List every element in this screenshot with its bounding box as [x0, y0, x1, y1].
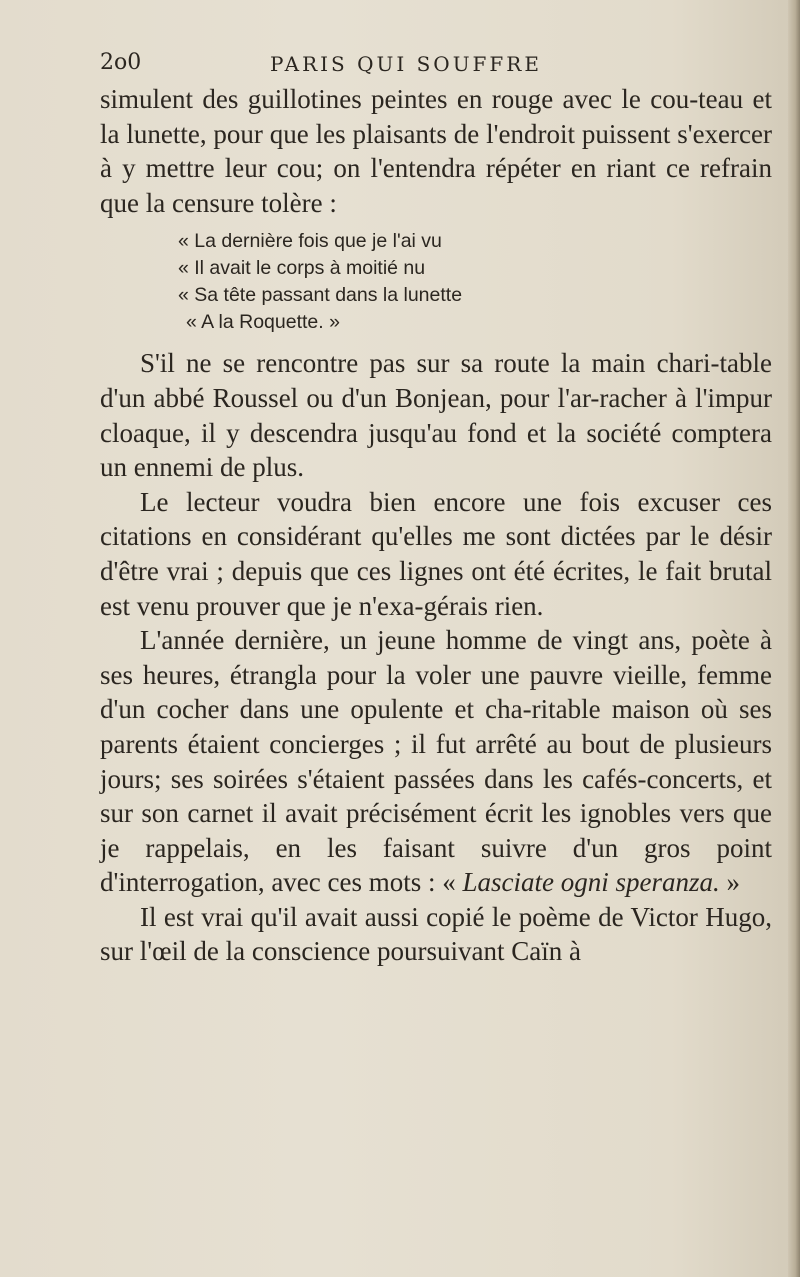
paragraph-3: Le lecteur voudra bien encore une fois excuser ces citations en considérant qu'elles me sont dictées par le désir d'être vrai ; depuis que ces lignes ont été écrites, le fait brutal est venu prouver que je n'exa-gérais rien. — [100, 486, 772, 621]
page-number: 2o0 — [100, 50, 142, 75]
paragraph-4-text: L'année dernière, un jeune homme de vingt ans, poète à ses heures, étrangla pour la voler une pauvre vieille, femme d'un cocher dans une opulente et cha-ritable maison où ses parents étaient concierges ; il fut arrêté au bout de plusieurs jours; ses soirées s'étaient passées dans les cafés-concerts, et sur son carnet il avait précisément écrit les ignobles vers que je rappelais, en les faisant suivre d'un gros point d'interrogation, avec ces mots : « — [100, 625, 772, 898]
running-title: PARIS QUI SOUFFRE — [270, 52, 542, 76]
paragraph-1: simulent des guillotines peintes en rouge avec le cou-teau et la lunette, pour que les plaisants de l'endroit puissent s'exercer à y mettre leur cou; on l'entendra répéter en riant ce refrain que la censure tolère : — [100, 84, 772, 218]
verse-line: « A la Roquette. » — [186, 311, 340, 334]
verse-line: « Il avait le corps à moitié nu — [178, 257, 426, 280]
paragraph-5: Il est vrai qu'il avait aussi copié le poème de Victor Hugo, sur l'œil de la conscience poursuivant Caïn à — [100, 901, 772, 967]
verse-block — [100, 228, 772, 336]
body-text — [100, 82, 772, 969]
paragraph-2: S'il ne se rencontre pas sur sa route la main chari-table d'un abbé Roussel ou d'un Bonjean, pour l'ar-racher à l'impur cloaque, il y descendra jusqu'au fond et la société comptera un ennemi de plus. — [100, 348, 772, 483]
quote-close: » — [719, 867, 741, 898]
page-edge — [788, 0, 800, 1277]
verse-line: « Sa tête passant dans la lunette — [178, 284, 463, 307]
verse-line: « La dernière fois que je l'ai vu — [178, 230, 442, 253]
running-head — [100, 50, 770, 80]
paragraph-4 — [100, 623, 772, 900]
italic-quote: Lasciate ogni speranza. — [455, 867, 720, 898]
